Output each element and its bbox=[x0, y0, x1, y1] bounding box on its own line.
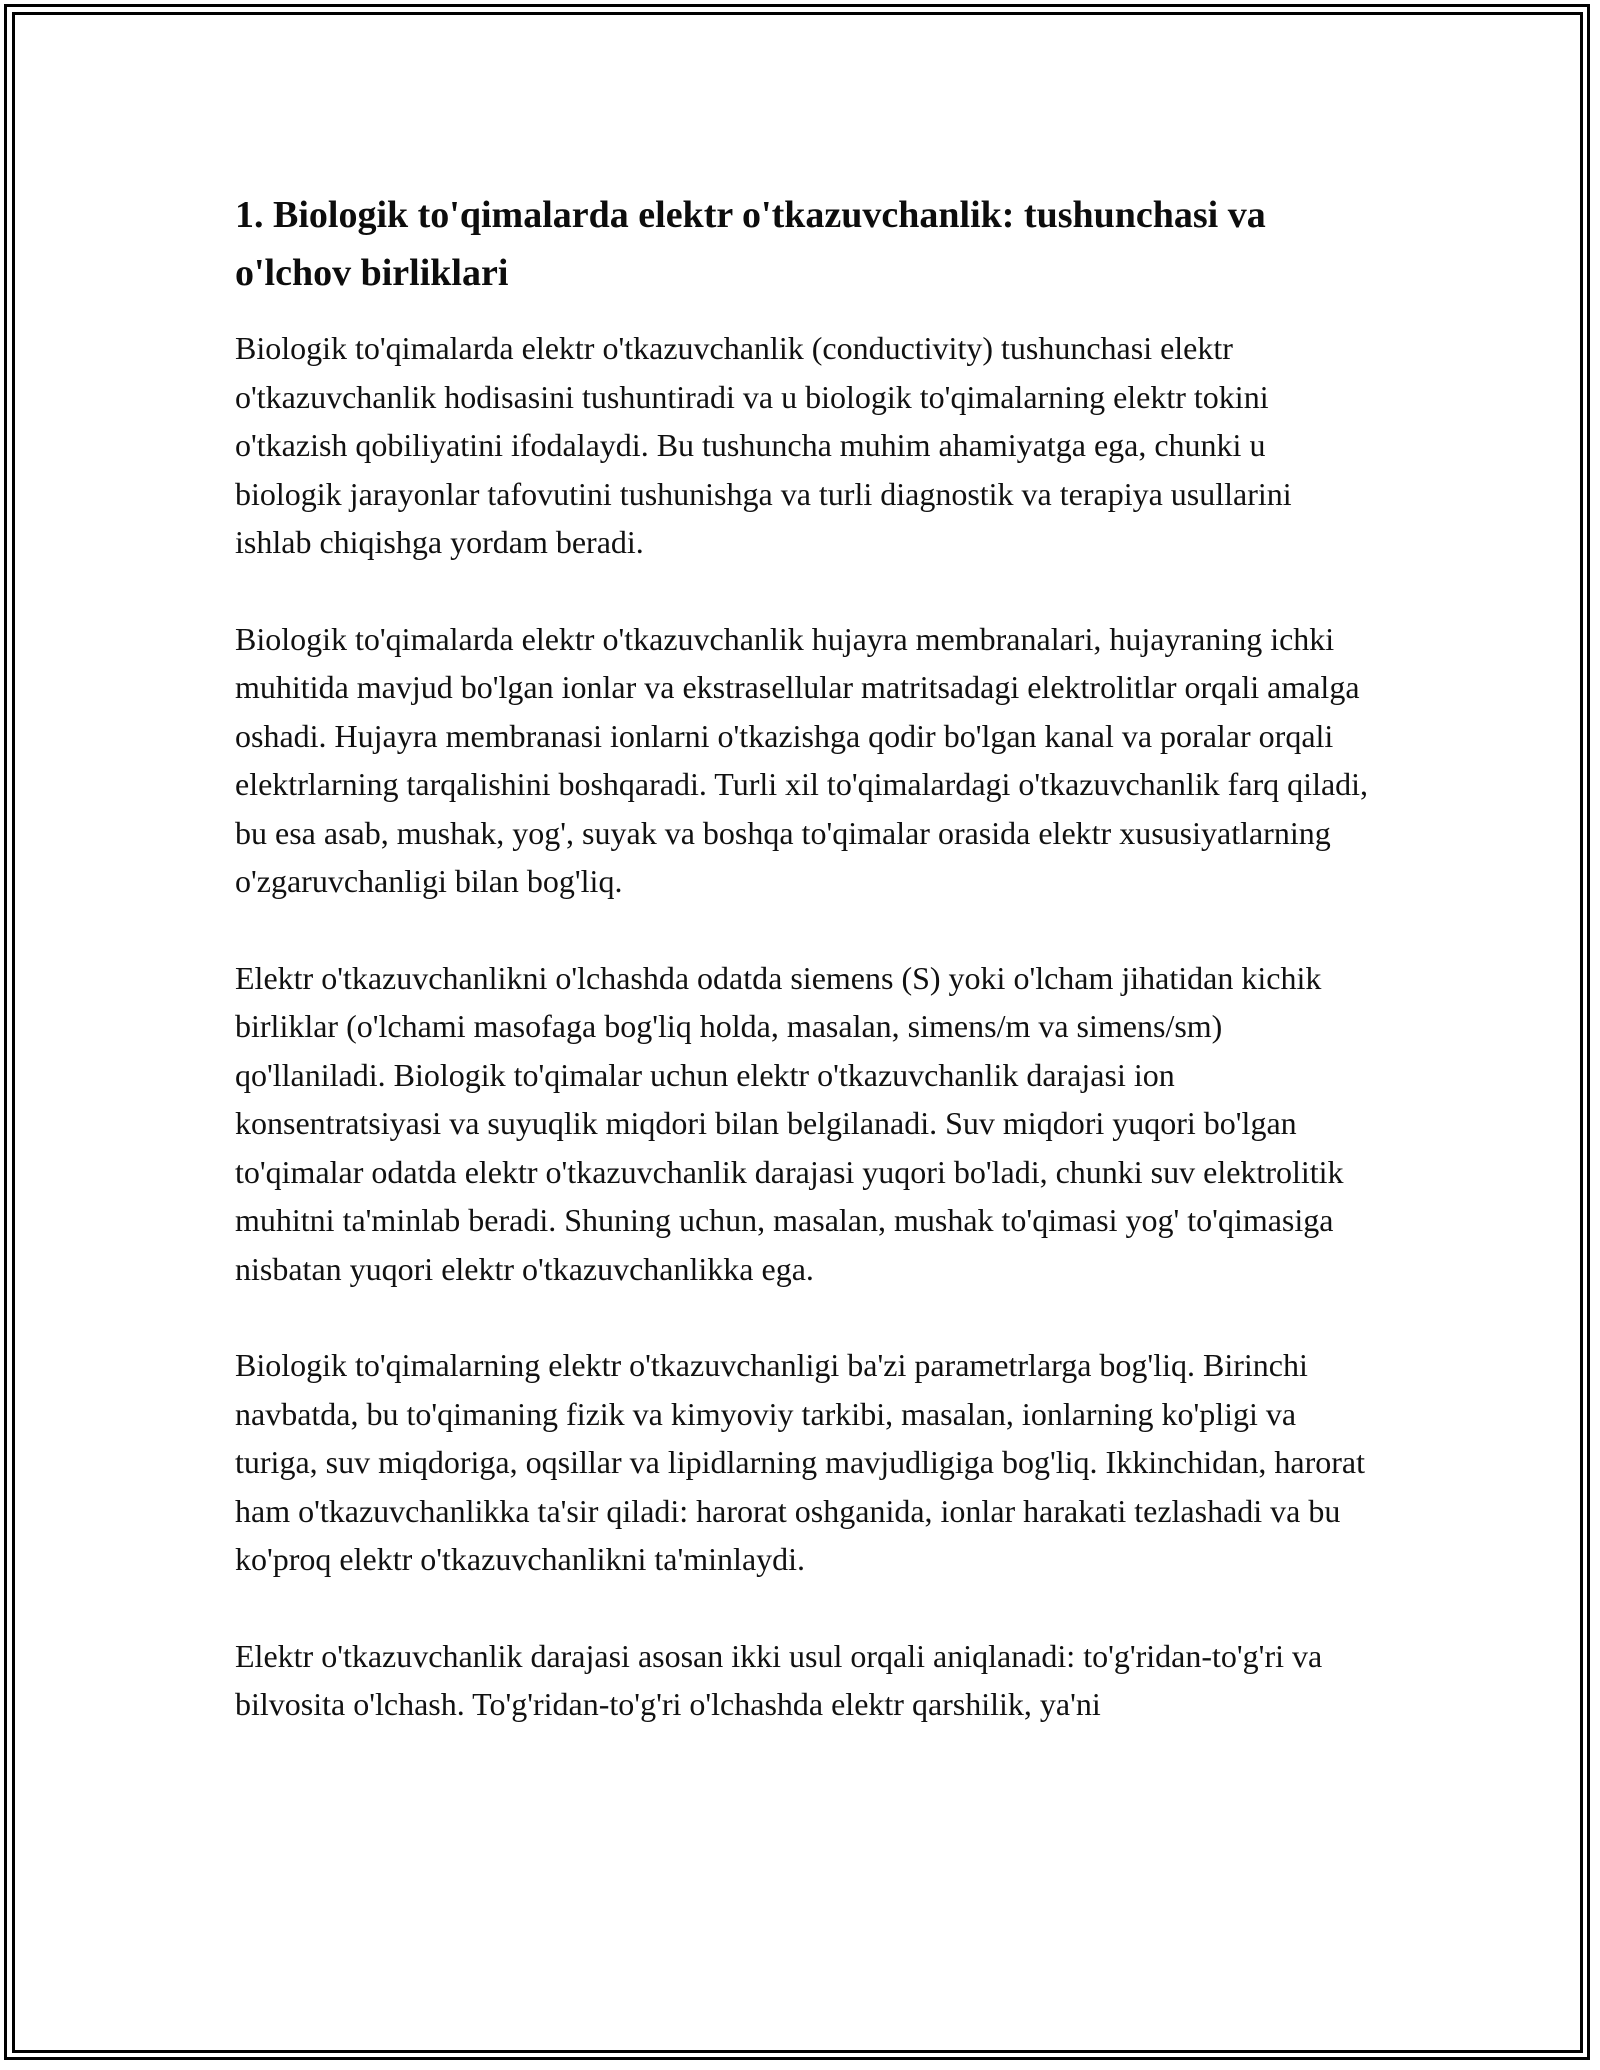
document-body bbox=[235, 186, 1375, 1777]
section-heading: 1. Biologik to'qimalarda elektr o'tkazuvchanlik: tushunchasi va o'lchov birliklari bbox=[235, 194, 1266, 294]
paragraph-5: Elektr o'tkazuvchanlik darajasi asosan ikki usul orqali aniqlanadi: to'g'ridan-to'g'ri va bilvosita o'lchash. To'g'ridan-to'g'ri o'lchashda elektr qarshilik, ya'ni bbox=[235, 1637, 1323, 1722]
paragraph-2: Biologik to'qimalarda elektr o'tkazuvchanlik hujayra membranalari, hujayraning ichki muhitida mavjud bo'lgan ionlar va ekstrasellular matritsadagi elektrolitlar orqali amalga oshadi. Hujayra membranasi ionlarni o'tkazishga qodir bo'lgan kanal va poralar orqali elektrlarning tarqalishini boshqaradi. Turli xil to'qimalardagi o'tkazuvchanlik farq qiladi, bu esa asab, mushak, yog', suyak va boshqa to'qimalar orasida elektr xususiyatlarning o'zgaruvchanligi bilan bog'liq. bbox=[235, 620, 1369, 899]
paragraph-3: Elektr o'tkazuvchanlikni o'lchashda odatda siemens (S) yoki o'lcham jihatidan kichik birliklar (o'lchami masofaga bog'liq holda, masalan, simens/m va simens/sm) qo'llaniladi. Biologik to'qimalar uchun elektr o'tkazuvchanlik darajasi ion konsentratsiyasi va suyuqlik miqdori bilan belgilanadi. Suv miqdori yuqori bo'lgan to'qimalar odatda elektr o'tkazuvchanlik darajasi yuqori bo'ladi, chunki suv elektrolitik muhitni ta'minlab beradi. Shuning uchun, masalan, mushak to'qimasi yog' to'qimasiga nisbatan yuqori elektr o'tkazuvchanlikka ega. bbox=[235, 959, 1344, 1287]
paragraph-1: Biologik to'qimalarda elektr o'tkazuvchanlik (conductivity) tushunchasi elektr o'tkazuvchanlik hodisasini tushuntiradi va u biologik to'qimalarning elektr tokini o'tkazish qobiliyatini ifodalaydi. Bu tushuncha muhim ahamiyatga ega, chunki u biologik jarayonlar tafovutini tushunishga va turli diagnostik va terapiya usullarini ishlab chiqishga yordam beradi. bbox=[235, 330, 1292, 560]
paragraph-4: Biologik to'qimalarning elektr o'tkazuvchanligi ba'zi parametrlarga bog'liq. Birinchi navbatda, bu to'qimaning fizik va kimyoviy tarkibi, masalan, ionlarning ko'pligi va turiga, suv miqdoriga, oqsillar va lipidlarning mavjudligiga bog'liq. Ikkinchidan, harorat ham o'tkazuvchanlikka ta'sir qiladi: harorat oshganida, ionlar harakati tezlashadi va bu ko'proq elektr o'tkazuvchanlikni ta'minlaydi. bbox=[235, 1347, 1365, 1577]
